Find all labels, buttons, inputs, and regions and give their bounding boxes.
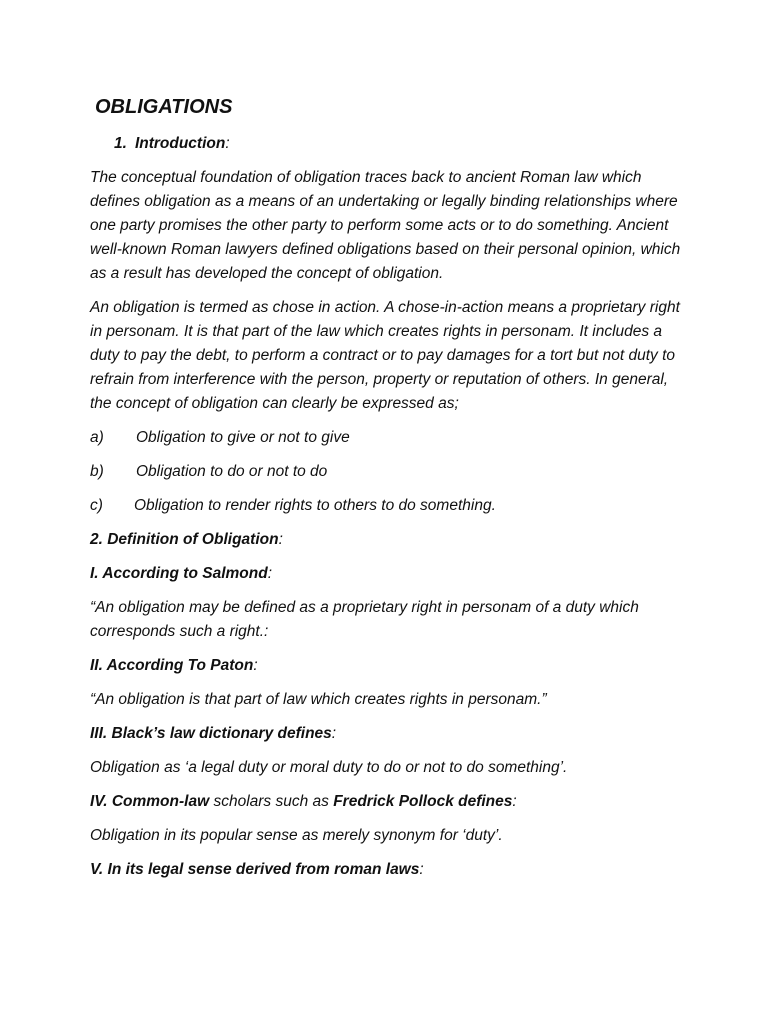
list-item-c xyxy=(90,494,688,518)
legal-sense-heading xyxy=(90,858,688,882)
list-text-c: Obligation to render rights to others to do something. xyxy=(134,497,496,514)
introduction-heading-colon: : xyxy=(225,135,230,152)
introduction-number: 1. xyxy=(114,135,127,152)
common-law-definition: Obligation in its popular sense as merely synonym for ‘duty’. xyxy=(90,827,503,844)
salmond-heading xyxy=(90,562,688,586)
list-item-a xyxy=(90,426,688,450)
salmond-quote: “An obligation may be defined as a proprietary right in personam of a duty which corresponds such a right.: xyxy=(90,599,639,640)
salmond-heading-colon: : xyxy=(267,565,272,582)
common-law-heading-colon: : xyxy=(512,793,517,810)
common-law-heading-part2: scholars such as xyxy=(209,793,334,810)
legal-sense-heading-colon: : xyxy=(419,861,424,878)
blacks-heading xyxy=(90,722,688,746)
paton-heading-text: II. According To Paton xyxy=(90,657,254,674)
blacks-heading-text: III. Black’s law dictionary defines xyxy=(90,725,332,742)
introduction-heading xyxy=(114,132,688,156)
paton-heading xyxy=(90,654,688,678)
common-law-heading-part3: Fredrick Pollock defines xyxy=(333,793,513,810)
introduction-heading-text: Introduction xyxy=(134,135,226,152)
salmond-heading-text: I. According to Salmond xyxy=(90,565,268,582)
list-text-b: Obligation to do or not to do xyxy=(136,463,328,480)
document-title: OBLIGATIONS xyxy=(95,96,233,118)
paragraph-roman-law: The conceptual foundation of obligation traces back to ancient Roman law which defines obligation as a means of an undertaking or legally binding relationships where one party promises the other party to perform some acts or to do something. Ancient well-known Roman lawyers defined obligations based on their personal opinion, which as a result has developed the concept of obligation. xyxy=(90,169,681,282)
paton-heading-colon: : xyxy=(253,657,258,674)
blacks-heading-colon: : xyxy=(331,725,337,742)
list-item-b xyxy=(90,460,688,484)
list-marker-c: c) xyxy=(90,497,103,514)
list-marker-a: a) xyxy=(90,429,104,446)
list-marker-b: b) xyxy=(90,463,104,480)
definition-heading-colon: : xyxy=(278,531,283,548)
list-text-a: Obligation to give or not to give xyxy=(136,429,350,446)
paton-quote: “An obligation is that part of law which creates rights in personam.” xyxy=(90,691,547,708)
definition-heading-text: 2. Definition of Obligation xyxy=(90,531,279,548)
legal-sense-heading-text: V. In its legal sense derived from roman laws xyxy=(90,861,420,878)
blacks-definition: Obligation as ‘a legal duty or moral duty to do or not to do something’. xyxy=(90,759,568,776)
definition-heading xyxy=(90,528,688,552)
paragraph-chose-in-action: An obligation is termed as chose in action. A chose-in-action means a proprietary right in personam. It is that part of the law which creates rights in personam. It includes a duty to pay the debt, to perform a contract or to pay damages for a tort but not duty to refrain from interference with the person, property or reputation of others. In general, the concept of obligation can clearly be expressed as; xyxy=(90,299,680,412)
common-law-heading xyxy=(90,790,688,814)
common-law-heading-part1: IV. Common-law xyxy=(90,793,210,810)
